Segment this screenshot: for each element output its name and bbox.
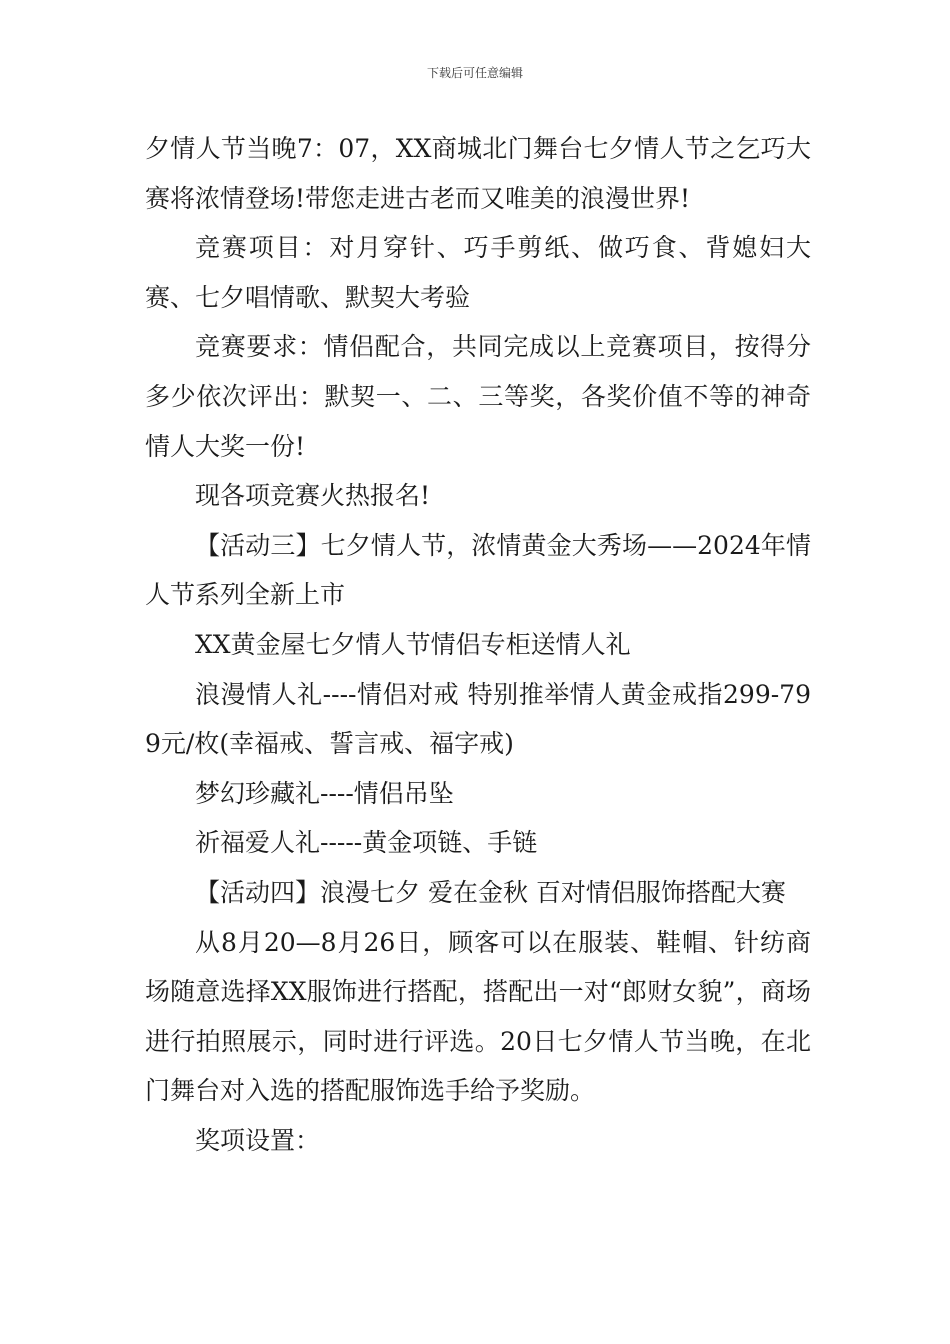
paragraph-event-time: 夕情人节当晚7：07，XX商城北门舞台七夕情人节之乞巧大赛将浓情登场!带您走进古老而又唯美的浪漫世界! — [145, 134, 811, 213]
paragraph-romantic-gift: 浪漫情人礼----情侣对戒 特别推举情人黄金戒指299-799元/枚(幸福戒、誓言戒、福字戒) — [145, 679, 811, 759]
paragraph-activity-three: 【活动三】七夕情人节，浓情黄金大秀场——2024年情人节系列全新上市 — [145, 530, 811, 610]
paragraph-competition-rules: 竞赛要求：情侣配合，共同完成以上竞赛项目，按得分多少依次评出：默契一、二、三等奖，各奖价值不等的神奇情人大奖一份! — [145, 332, 811, 461]
paragraph-blessing-gift: 祈福爱人礼-----黄金项链、手链 — [195, 828, 538, 858]
paragraph-gold-counter: XX黄金屋七夕情人节情侣专柜送情人礼 — [195, 629, 631, 659]
page-header-note: 下载后可任意编辑 — [426, 66, 523, 80]
document-body — [145, 124, 811, 1165]
paragraph-registration: 现各项竞赛火热报名! — [195, 481, 431, 511]
paragraph-activity-four: 【活动四】浪漫七夕 爱在金秋 百对情侣服饰搭配大赛 — [195, 877, 786, 907]
paragraph-activity-four-details: 从8月20—8月26日，顾客可以在服装、鞋帽、针纺商场随意选择XX服饰进行搭配，搭配出一对“郎财女貌”，商场进行拍照展示，同时进行评选。20日七夕情人节当晚，在北门舞台对入选的搭配服饰选手给予奖励。 — [145, 927, 811, 1106]
paragraph-dream-gift: 梦幻珍藏礼----情侣吊坠 — [195, 778, 454, 808]
paragraph-award-settings: 奖项设置： — [195, 1125, 321, 1155]
paragraph-competition-items: 竞赛项目：对月穿针、巧手剪纸、做巧食、背媳妇大赛、七夕唱情歌、默契大考验 — [145, 233, 811, 312]
